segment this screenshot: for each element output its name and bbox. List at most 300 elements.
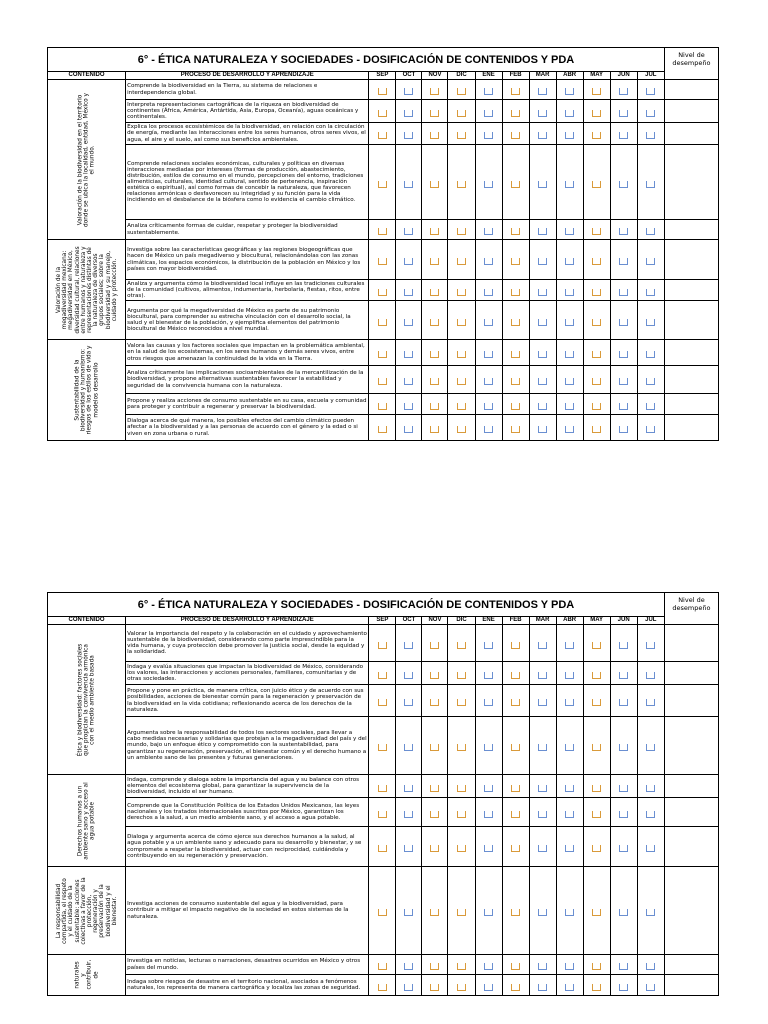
- checkbox-oct[interactable]: [404, 378, 413, 385]
- checkbox-dic[interactable]: [457, 181, 466, 188]
- checkbox-abr[interactable]: [565, 909, 574, 916]
- nivel-desempeno-cell[interactable]: [664, 123, 718, 145]
- checkbox-feb[interactable]: [511, 426, 520, 433]
- checkbox-dic[interactable]: [457, 88, 466, 95]
- checkbox-mar[interactable]: [538, 132, 547, 139]
- checkbox-nov[interactable]: [430, 88, 439, 95]
- checkbox-dic[interactable]: [457, 672, 466, 679]
- checkbox-sep[interactable]: [378, 110, 387, 117]
- nivel-desempeno-cell[interactable]: [664, 340, 718, 366]
- nivel-desempeno-cell[interactable]: [664, 975, 718, 996]
- checkbox-jul[interactable]: [646, 258, 655, 265]
- checkbox-jul[interactable]: [646, 289, 655, 296]
- checkbox-jun[interactable]: [619, 845, 628, 852]
- checkbox-mar[interactable]: [538, 845, 547, 852]
- checkbox-jul[interactable]: [646, 672, 655, 679]
- checkbox-dic[interactable]: [457, 984, 466, 991]
- month-check-cell: [422, 775, 448, 798]
- checkbox-may[interactable]: [592, 744, 601, 751]
- checkbox-ene[interactable]: [484, 963, 493, 970]
- month-header-may: MAY: [583, 617, 610, 625]
- nivel-desempeno-cell[interactable]: [664, 717, 718, 775]
- checkbox-may[interactable]: [592, 258, 601, 265]
- checkbox-may[interactable]: [592, 88, 601, 95]
- checkbox-mar[interactable]: [538, 110, 547, 117]
- checkbox-sep[interactable]: [378, 351, 387, 358]
- nivel-desempeno-cell[interactable]: [664, 100, 718, 123]
- month-check-cell: [396, 415, 422, 441]
- checkbox-mar[interactable]: [538, 426, 547, 433]
- checkbox-jun[interactable]: [619, 181, 628, 188]
- checkbox-mar[interactable]: [538, 88, 547, 95]
- checkbox-jul[interactable]: [646, 88, 655, 95]
- nivel-desempeno-cell[interactable]: [664, 662, 718, 685]
- checkbox-mar[interactable]: [538, 378, 547, 385]
- checkbox-oct[interactable]: [404, 785, 413, 792]
- month-check-cell: [396, 662, 422, 685]
- checkbox-nov[interactable]: [430, 181, 439, 188]
- month-check-cell: [502, 145, 529, 220]
- checkbox-abr[interactable]: [565, 319, 574, 326]
- nivel-desempeno-cell[interactable]: [664, 625, 718, 662]
- checkbox-ene[interactable]: [484, 181, 493, 188]
- checkbox-nov[interactable]: [430, 378, 439, 385]
- checkbox-jul[interactable]: [646, 319, 655, 326]
- checkbox-sep[interactable]: [378, 319, 387, 326]
- checkbox-dic[interactable]: [457, 132, 466, 139]
- checkbox-abr[interactable]: [565, 963, 574, 970]
- checkbox-jun[interactable]: [619, 963, 628, 970]
- checkbox-jul[interactable]: [646, 699, 655, 706]
- checkbox-may[interactable]: [592, 984, 601, 991]
- checkbox-jul[interactable]: [646, 984, 655, 991]
- month-check-cell: [637, 220, 664, 240]
- checkbox-abr[interactable]: [565, 845, 574, 852]
- checkbox-jul[interactable]: [646, 785, 655, 792]
- sheet-title: 6° - ÉTICA NATURALEZA Y SOCIEDADES - DOSIFICACIÓN DE CONTENIDOS Y PDA: [48, 593, 665, 617]
- nivel-desempeno-cell[interactable]: [664, 798, 718, 827]
- checkbox-sep[interactable]: [378, 963, 387, 970]
- checkbox-sep[interactable]: [378, 228, 387, 235]
- checkbox-sep[interactable]: [378, 181, 387, 188]
- checkbox-jun[interactable]: [619, 88, 628, 95]
- checkbox-jul[interactable]: [646, 845, 655, 852]
- checkbox-dic[interactable]: [457, 642, 466, 649]
- pda-row: [48, 220, 719, 240]
- checkbox-sep[interactable]: [378, 642, 387, 649]
- checkbox-mar[interactable]: [538, 963, 547, 970]
- checkbox-dic[interactable]: [457, 426, 466, 433]
- checkbox-ene[interactable]: [484, 984, 493, 991]
- checkbox-nov[interactable]: [430, 289, 439, 296]
- checkbox-ene[interactable]: [484, 699, 493, 706]
- checkbox-feb[interactable]: [511, 845, 520, 852]
- checkbox-sep[interactable]: [378, 811, 387, 818]
- checkbox-abr[interactable]: [565, 811, 574, 818]
- checkbox-feb[interactable]: [511, 672, 520, 679]
- checkbox-oct[interactable]: [404, 642, 413, 649]
- checkbox-jul[interactable]: [646, 744, 655, 751]
- checkbox-nov[interactable]: [430, 403, 439, 410]
- month-check-cell: [502, 955, 529, 975]
- nivel-desempeno-cell[interactable]: [664, 301, 718, 340]
- checkbox-jul[interactable]: [646, 963, 655, 970]
- checkbox-mar[interactable]: [538, 785, 547, 792]
- checkbox-oct[interactable]: [404, 258, 413, 265]
- checkbox-feb[interactable]: [511, 785, 520, 792]
- checkbox-dic[interactable]: [457, 699, 466, 706]
- checkbox-feb[interactable]: [511, 181, 520, 188]
- checkbox-jun[interactable]: [619, 426, 628, 433]
- checkbox-jun[interactable]: [619, 642, 628, 649]
- nivel-desempeno-cell[interactable]: [664, 775, 718, 798]
- nivel-desempeno-cell[interactable]: [664, 394, 718, 415]
- checkbox-dic[interactable]: [457, 351, 466, 358]
- checkbox-jul[interactable]: [646, 132, 655, 139]
- checkbox-sep[interactable]: [378, 289, 387, 296]
- checkbox-oct[interactable]: [404, 88, 413, 95]
- checkbox-mar[interactable]: [538, 403, 547, 410]
- nivel-desempeno-cell[interactable]: [664, 685, 718, 717]
- nivel-desempeno-cell[interactable]: [664, 220, 718, 240]
- checkbox-mar[interactable]: [538, 984, 547, 991]
- checkbox-ene[interactable]: [484, 258, 493, 265]
- checkbox-oct[interactable]: [404, 426, 413, 433]
- checkbox-may[interactable]: [592, 699, 601, 706]
- nivel-desempeno-cell[interactable]: [664, 415, 718, 441]
- checkbox-feb[interactable]: [511, 110, 520, 117]
- checkbox-sep[interactable]: [378, 909, 387, 916]
- month-check-cell: [396, 827, 422, 867]
- checkbox-ene[interactable]: [484, 744, 493, 751]
- checkbox-mar[interactable]: [538, 289, 547, 296]
- checkbox-oct[interactable]: [404, 132, 413, 139]
- checkbox-sep[interactable]: [378, 744, 387, 751]
- checkbox-oct[interactable]: [404, 319, 413, 326]
- month-check-cell: [396, 340, 422, 366]
- checkbox-nov[interactable]: [430, 228, 439, 235]
- checkbox-may[interactable]: [592, 785, 601, 792]
- checkbox-jun[interactable]: [619, 110, 628, 117]
- checkbox-nov[interactable]: [430, 672, 439, 679]
- checkbox-abr[interactable]: [565, 88, 574, 95]
- checkbox-may[interactable]: [592, 228, 601, 235]
- checkbox-mar[interactable]: [538, 744, 547, 751]
- month-check-cell: [448, 301, 475, 340]
- month-check-cell: [422, 975, 448, 996]
- month-check-cell: [529, 798, 556, 827]
- month-check-cell: [475, 220, 502, 240]
- checkbox-mar[interactable]: [538, 258, 547, 265]
- checkbox-feb[interactable]: [511, 744, 520, 751]
- nivel-desempeno-cell[interactable]: [664, 280, 718, 301]
- checkbox-jun[interactable]: [619, 403, 628, 410]
- checkbox-oct[interactable]: [404, 811, 413, 818]
- month-check-cell: [422, 340, 448, 366]
- checkbox-oct[interactable]: [404, 699, 413, 706]
- month-check-cell: [556, 100, 583, 123]
- checkbox-abr[interactable]: [565, 642, 574, 649]
- pda-text: Comprende la biodiversidad en la Tierra, su sistema de relaciones e interdependencia global.: [126, 80, 369, 100]
- checkbox-jun[interactable]: [619, 984, 628, 991]
- checkbox-jun[interactable]: [619, 319, 628, 326]
- checkbox-jun[interactable]: [619, 132, 628, 139]
- checkbox-abr[interactable]: [565, 132, 574, 139]
- checkbox-abr[interactable]: [565, 228, 574, 235]
- checkbox-may[interactable]: [592, 289, 601, 296]
- checkbox-may[interactable]: [592, 110, 601, 117]
- checkbox-jul[interactable]: [646, 642, 655, 649]
- checkbox-mar[interactable]: [538, 909, 547, 916]
- checkbox-jul[interactable]: [646, 403, 655, 410]
- checkbox-sep[interactable]: [378, 403, 387, 410]
- checkbox-ene[interactable]: [484, 132, 493, 139]
- checkbox-feb[interactable]: [511, 909, 520, 916]
- checkbox-dic[interactable]: [457, 228, 466, 235]
- checkbox-ene[interactable]: [484, 426, 493, 433]
- checkbox-abr[interactable]: [565, 351, 574, 358]
- checkbox-nov[interactable]: [430, 426, 439, 433]
- month-check-cell: [556, 240, 583, 280]
- checkbox-dic[interactable]: [457, 403, 466, 410]
- checkbox-nov[interactable]: [430, 909, 439, 916]
- pda-row: [48, 145, 719, 220]
- checkbox-may[interactable]: [592, 909, 601, 916]
- month-check-cell: [610, 123, 637, 145]
- checkbox-abr[interactable]: [565, 744, 574, 751]
- checkbox-oct[interactable]: [404, 984, 413, 991]
- checkbox-may[interactable]: [592, 642, 601, 649]
- checkbox-jun[interactable]: [619, 258, 628, 265]
- checkbox-abr[interactable]: [565, 289, 574, 296]
- checkbox-jun[interactable]: [619, 672, 628, 679]
- checkbox-sep[interactable]: [378, 984, 387, 991]
- checkbox-may[interactable]: [592, 181, 601, 188]
- checkbox-nov[interactable]: [430, 744, 439, 751]
- checkbox-abr[interactable]: [565, 181, 574, 188]
- checkbox-dic[interactable]: [457, 289, 466, 296]
- checkbox-ene[interactable]: [484, 811, 493, 818]
- checkbox-mar[interactable]: [538, 319, 547, 326]
- checkbox-oct[interactable]: [404, 181, 413, 188]
- checkbox-abr[interactable]: [565, 426, 574, 433]
- checkbox-oct[interactable]: [404, 289, 413, 296]
- checkbox-may[interactable]: [592, 811, 601, 818]
- nivel-desempeno-cell[interactable]: [664, 867, 718, 955]
- checkbox-oct[interactable]: [404, 110, 413, 117]
- checkbox-feb[interactable]: [511, 811, 520, 818]
- checkbox-feb[interactable]: [511, 403, 520, 410]
- checkbox-ene[interactable]: [484, 110, 493, 117]
- checkbox-abr[interactable]: [565, 699, 574, 706]
- checkbox-nov[interactable]: [430, 132, 439, 139]
- checkbox-oct[interactable]: [404, 963, 413, 970]
- checkbox-mar[interactable]: [538, 811, 547, 818]
- month-check-cell: [556, 685, 583, 717]
- checkbox-feb[interactable]: [511, 319, 520, 326]
- checkbox-may[interactable]: [592, 351, 601, 358]
- checkbox-ene[interactable]: [484, 378, 493, 385]
- nivel-desempeno-cell[interactable]: [664, 827, 718, 867]
- checkbox-oct[interactable]: [404, 228, 413, 235]
- checkbox-nov[interactable]: [430, 984, 439, 991]
- month-check-cell: [529, 394, 556, 415]
- checkbox-sep[interactable]: [378, 785, 387, 792]
- checkbox-feb[interactable]: [511, 228, 520, 235]
- month-header-mar: MAR: [529, 72, 556, 80]
- checkbox-oct[interactable]: [404, 672, 413, 679]
- nivel-desempeno-cell[interactable]: [664, 80, 718, 100]
- month-check-cell: [583, 366, 610, 394]
- checkbox-may[interactable]: [592, 319, 601, 326]
- checkbox-jun[interactable]: [619, 699, 628, 706]
- checkbox-may[interactable]: [592, 963, 601, 970]
- checkbox-ene[interactable]: [484, 845, 493, 852]
- checkbox-oct[interactable]: [404, 845, 413, 852]
- checkbox-dic[interactable]: [457, 110, 466, 117]
- checkbox-mar[interactable]: [538, 181, 547, 188]
- checkbox-may[interactable]: [592, 845, 601, 852]
- month-check-cell: [422, 717, 448, 775]
- checkbox-nov[interactable]: [430, 642, 439, 649]
- checkbox-sep[interactable]: [378, 258, 387, 265]
- checkbox-jun[interactable]: [619, 228, 628, 235]
- checkbox-sep[interactable]: [378, 845, 387, 852]
- checkbox-feb[interactable]: [511, 88, 520, 95]
- checkbox-jul[interactable]: [646, 426, 655, 433]
- contenido-column-header: CONTENIDO: [48, 617, 126, 625]
- checkbox-oct[interactable]: [404, 351, 413, 358]
- checkbox-nov[interactable]: [430, 845, 439, 852]
- checkbox-nov[interactable]: [430, 258, 439, 265]
- checkbox-feb[interactable]: [511, 132, 520, 139]
- month-check-cell: [637, 366, 664, 394]
- checkbox-nov[interactable]: [430, 351, 439, 358]
- checkbox-dic[interactable]: [457, 963, 466, 970]
- checkbox-dic[interactable]: [457, 811, 466, 818]
- checkbox-mar[interactable]: [538, 699, 547, 706]
- checkbox-dic[interactable]: [457, 845, 466, 852]
- month-check-cell: [529, 685, 556, 717]
- checkbox-may[interactable]: [592, 378, 601, 385]
- checkbox-may[interactable]: [592, 403, 601, 410]
- checkbox-jun[interactable]: [619, 289, 628, 296]
- checkbox-jun[interactable]: [619, 744, 628, 751]
- checkbox-ene[interactable]: [484, 403, 493, 410]
- checkbox-feb[interactable]: [511, 351, 520, 358]
- checkbox-may[interactable]: [592, 672, 601, 679]
- pda-row: [48, 717, 719, 775]
- checkbox-nov[interactable]: [430, 699, 439, 706]
- checkbox-abr[interactable]: [565, 672, 574, 679]
- checkbox-jul[interactable]: [646, 110, 655, 117]
- checkbox-jul[interactable]: [646, 351, 655, 358]
- checkbox-feb[interactable]: [511, 699, 520, 706]
- checkbox-jul[interactable]: [646, 228, 655, 235]
- checkbox-sep[interactable]: [378, 699, 387, 706]
- checkbox-dic[interactable]: [457, 258, 466, 265]
- checkbox-dic[interactable]: [457, 319, 466, 326]
- checkbox-ene[interactable]: [484, 672, 493, 679]
- checkbox-oct[interactable]: [404, 403, 413, 410]
- checkbox-nov[interactable]: [430, 110, 439, 117]
- checkbox-feb[interactable]: [511, 984, 520, 991]
- checkbox-dic[interactable]: [457, 744, 466, 751]
- checkbox-dic[interactable]: [457, 785, 466, 792]
- checkbox-jun[interactable]: [619, 909, 628, 916]
- checkbox-sep[interactable]: [378, 378, 387, 385]
- checkbox-abr[interactable]: [565, 110, 574, 117]
- checkbox-mar[interactable]: [538, 228, 547, 235]
- month-header-mar: MAR: [529, 617, 556, 625]
- nivel-desempeno-cell[interactable]: [664, 240, 718, 280]
- month-check-cell: [448, 123, 475, 145]
- checkbox-ene[interactable]: [484, 909, 493, 916]
- checkbox-feb[interactable]: [511, 258, 520, 265]
- checkbox-abr[interactable]: [565, 258, 574, 265]
- nivel-desempeno-cell[interactable]: [664, 366, 718, 394]
- checkbox-jul[interactable]: [646, 811, 655, 818]
- checkbox-nov[interactable]: [430, 319, 439, 326]
- checkbox-dic[interactable]: [457, 909, 466, 916]
- checkbox-jun[interactable]: [619, 378, 628, 385]
- checkbox-oct[interactable]: [404, 909, 413, 916]
- checkbox-mar[interactable]: [538, 642, 547, 649]
- checkbox-may[interactable]: [592, 426, 601, 433]
- checkbox-sep[interactable]: [378, 426, 387, 433]
- checkbox-jun[interactable]: [619, 785, 628, 792]
- checkbox-ene[interactable]: [484, 319, 493, 326]
- checkbox-jul[interactable]: [646, 378, 655, 385]
- checkbox-mar[interactable]: [538, 351, 547, 358]
- checkbox-ene[interactable]: [484, 642, 493, 649]
- checkbox-ene[interactable]: [484, 88, 493, 95]
- checkbox-jul[interactable]: [646, 909, 655, 916]
- checkbox-jun[interactable]: [619, 811, 628, 818]
- month-header-oct: OCT: [396, 617, 422, 625]
- checkbox-nov[interactable]: [430, 811, 439, 818]
- checkbox-abr[interactable]: [565, 785, 574, 792]
- nivel-desempeno-cell[interactable]: [664, 145, 718, 220]
- checkbox-abr[interactable]: [565, 403, 574, 410]
- checkbox-feb[interactable]: [511, 963, 520, 970]
- checkbox-ene[interactable]: [484, 785, 493, 792]
- checkbox-sep[interactable]: [378, 132, 387, 139]
- checkbox-ene[interactable]: [484, 351, 493, 358]
- checkbox-nov[interactable]: [430, 963, 439, 970]
- checkbox-abr[interactable]: [565, 378, 574, 385]
- checkbox-ene[interactable]: [484, 228, 493, 235]
- checkbox-feb[interactable]: [511, 642, 520, 649]
- checkbox-jun[interactable]: [619, 351, 628, 358]
- month-check-cell: [556, 145, 583, 220]
- nivel-desempeno-cell[interactable]: [664, 955, 718, 975]
- checkbox-feb[interactable]: [511, 289, 520, 296]
- checkbox-dic[interactable]: [457, 378, 466, 385]
- checkbox-ene[interactable]: [484, 289, 493, 296]
- checkbox-abr[interactable]: [565, 984, 574, 991]
- checkbox-mar[interactable]: [538, 672, 547, 679]
- checkbox-may[interactable]: [592, 132, 601, 139]
- checkbox-jul[interactable]: [646, 181, 655, 188]
- month-check-cell: [529, 662, 556, 685]
- checkbox-sep[interactable]: [378, 672, 387, 679]
- checkbox-feb[interactable]: [511, 378, 520, 385]
- pda-text: Investiga sobre las características geográficas y las regiones biogeográficas que hacen de México un país megadiverso y biocultural, relacionándolas con las zonas climáticas, los espacios económicos, la distribución de la población en México y los países con mayor biodiversidad.: [126, 240, 369, 280]
- checkbox-oct[interactable]: [404, 744, 413, 751]
- checkbox-nov[interactable]: [430, 785, 439, 792]
- checkbox-sep[interactable]: [378, 88, 387, 95]
